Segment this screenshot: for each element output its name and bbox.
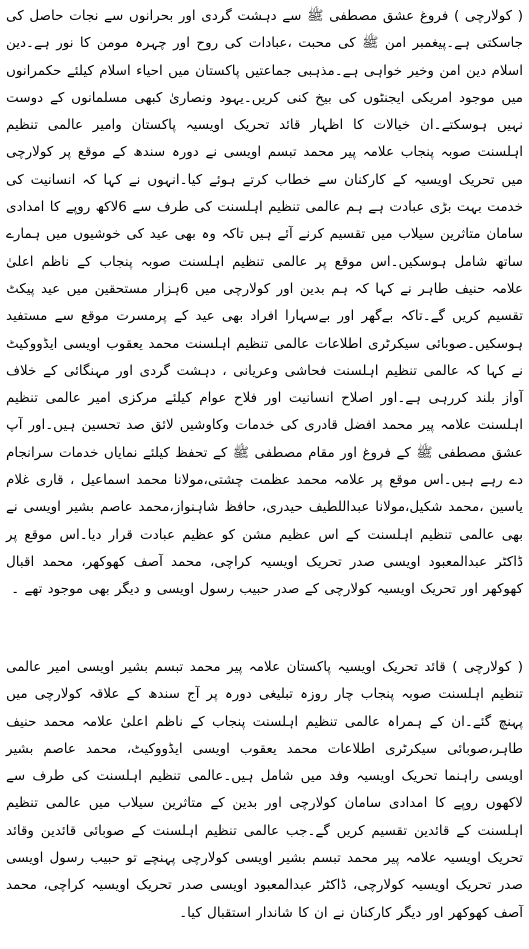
article-2-paragraph	[6, 654, 523, 927]
article-2-body: قائد تحریک اویسیہ پاکستان علامہ پیر محمد تبسم بشیر اویسی امیر عالمی تنظیم اہلسنت صوبہ پنجاب چار روزہ تبلیغی دورہ پر آج سندھ کے علاقہ کولارچی میں پہنچ گئے۔ان کے ہمراہ عالمی تنظیم اہلسنت پنجاب کے ناظم اعلیٰ علامہ محمد حنیف طاہر،صوبائی سیکرٹری اطلاعات محمد یعقوب اویسی ایڈووکیٹ، محمد عاصم بشیر اویسی راہنما تحریک اویسیہ وفد میں شامل ہیں۔عالمی تنظیم اہلسنت کی طرف سے لاکھوں روپے کا امدادی سامان کولارچی اور بدین کے متاثرین سیلاب میں عالمی تنظیم اہلسنت کے قائدین تقسیم کریں گے۔جب عالمی تنظیم اہلسنت کے صوبائی قائدین وقائد تحریک اویسیہ علامہ پیر محمد تبسم بشیر اویسی کولارچی پہنچے تو حبیب رسول اویسی صدر تحریک اویسیہ کولارچی، ڈاکٹر عبدالمعبود اویسی صدر تحریک اویسیہ کراچی، محمد آصف کھوکھر اور دیگر کارکنان نے ان کا شاندار استقبال کیا۔	[6, 659, 523, 921]
article-1-dateline: ( کولارچی )	[453, 8, 524, 24]
article-1-paragraph	[6, 3, 523, 604]
article-1-body: فروغ عشق مصطفی ﷺ سے دہشت گردی اور بحرانوں سے نجات حاصل کی جاسکتی ہے۔پیغمبر امن ﷺ کی محبت ،عبادات کی روح اور چہرہ مومن کا نور ہے۔دین اسلام دین امن وخیر خواہی ہے۔مذہبی جماعتیں پاکستان میں احیاء اسلام کیلئے حکمرانوں میں موجود امریکی ایجنٹوں کی بیخ کنی کریں۔یہود ونصاریٰ کبھی مسلمانوں کے دوست نہیں ہوسکتے۔ان خیالات کا اظہار قائد تحریک اویسیہ پاکستان وامیر عالمی تنظیم اہلسنت صوبہ پنجاب علامہ پیر محمد تبسم اویسی نے دورہ سندھ کے موقع پر کولارچی میں تحریک اویسیہ کے کارکنان سے خطاب کرتے ہوئے کیا۔انہوں نے کہا کہ انسانیت کی خدمت بہت بڑی عبادت ہے ہم عالمی تنظیم اہلسنت کی طرف سے 6لاکھ روپے کا امدادی سامان متاثرین سیلاب میں تقسیم کرنے آئے ہیں تاکہ وہ بھی عید کی خوشیوں میں ہمارے ساتھ شامل ہوسکیں۔اس موقع پر عالمی تنظیم اہلسنت صوبہ پنجاب کے ناظم اعلیٰ علامہ حنیف طاہر نے کہا کہ ہم بدین اور کولارچی میں 6ہزار مستحقین میں عید پیکٹ تقسیم کریں گے۔تاکہ بےگھر اور بےسہارا افراد بھی عید کے پرمسرت موقع سے مستفید ہوسکیں۔صوبائی سیکرٹری اطلاعات عالمی تنظیم اہلسنت محمد یعقوب اویسی ایڈووکیٹ نے کہا کہ عالمی تنظیم اہلسنت فحاشی وعریانی ، دہشت گردی اور مہنگائی کے خلاف آواز بلند کررہی ہے۔اور اصلاح انسانیت اور فلاح عوام کیلئے مرکزی امیر عالمی تنظیم اہلسنت علامہ پیر محمد افضل قادری کی خدمات وکاوشیں لائق صد تحسین ہیں۔اور آپ عشق مصطفی ﷺ کے فروغ اور مقام مصطفی ﷺ کے تحفظ کیلئے نمایاں خدمات سرانجام دے رہے ہیں۔اس موقع پر علامہ محمد عظمت چشتی،مولانا محمد اسماعیل ، قاری غلام یاسین ،محمد شکیل،مولانا عبداللطیف حیدری، حافظ شاہنواز،محمد عاصم بشیر اویسی نے بھی عالمی تنظیم اہلسنت کے اس عظیم مشن کو عظیم عبادت قرار دیا۔اس موقع پر ڈاکٹر عبدالمعبود اویسی صدر تحریک اویسیہ کراچی، محمد آصف کھوکھر، محمد اقبال کھوکھر اور تحریک اویسیہ کولارچی کے صدر حبیب رسول اویسی و دیگر بھی موجود تھے ۔	[6, 8, 523, 598]
news-article-1	[6, 3, 523, 604]
news-article-2	[6, 654, 523, 927]
article-2-dateline: ( کولارچی )	[452, 659, 523, 675]
